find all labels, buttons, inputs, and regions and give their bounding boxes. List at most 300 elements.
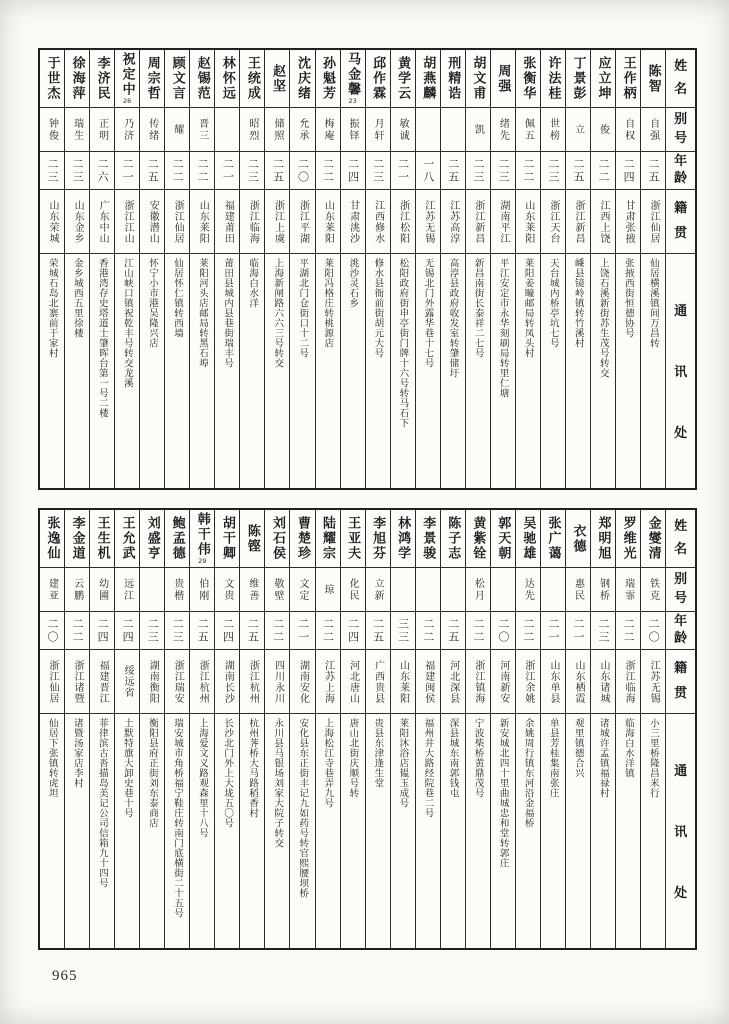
entry-place: 浙江杭州 — [197, 659, 209, 704]
entry-name: 郑明旭 — [595, 516, 611, 561]
entry-address: 修水县衙前街胡元大号 — [372, 258, 384, 358]
name-cell — [40, 50, 64, 108]
alias-cell — [491, 108, 515, 152]
name-cell — [115, 50, 139, 108]
entry-column — [340, 50, 365, 488]
alias-cell — [416, 108, 440, 152]
header-char: 讯 — [674, 365, 688, 380]
name-cell — [466, 50, 490, 108]
header-char: 名 — [674, 542, 688, 558]
age-cell — [416, 612, 440, 650]
address-cell — [591, 254, 615, 488]
entry-name: 刘石侯 — [269, 516, 285, 561]
entry-place: 浙江临海 — [247, 199, 259, 244]
address-cell — [416, 254, 440, 488]
entry-age: 二三 — [71, 157, 85, 184]
entry-place: 安徽潜山 — [147, 199, 159, 244]
alias-cell — [566, 108, 590, 152]
address-cell — [566, 714, 590, 948]
entry-column — [315, 510, 340, 948]
alias-cell — [115, 108, 139, 152]
address-cell — [491, 254, 515, 488]
entry-name: 马金馨 — [345, 52, 361, 97]
entry-column — [565, 50, 590, 488]
entry-address: 临海白水洋镇 — [622, 718, 634, 778]
name-cell — [616, 50, 640, 108]
name-cell — [115, 510, 139, 568]
entry-place: 浙江松阳 — [397, 199, 409, 244]
entry-place: 浙江新昌 — [573, 199, 584, 244]
entry-alias: 惠民 — [572, 577, 584, 602]
place-cell — [341, 650, 365, 714]
entry-name: 孙魁芳 — [320, 56, 336, 101]
place-cell — [240, 190, 264, 254]
entry-place: 广东中山 — [97, 199, 109, 244]
name-cell — [566, 50, 590, 108]
entry-column — [590, 510, 615, 948]
entry-alias: 世榜 — [547, 117, 559, 142]
entry-alias: 梅庵 — [322, 117, 334, 142]
entry-age: 二三 — [146, 617, 160, 644]
entry-alias: 耀 — [171, 123, 183, 136]
alias-cell — [641, 108, 665, 152]
header-char: 年 — [674, 614, 688, 629]
age-cell — [316, 612, 340, 650]
alias-cell — [165, 568, 189, 612]
entry-address: 上海爱文义路观森里十八号 — [197, 718, 209, 838]
name-cell — [516, 510, 540, 568]
entry-place: 山东莱阳 — [397, 659, 409, 704]
entry-alias: 幼圃 — [96, 577, 108, 602]
entry-name: 林鸿学 — [395, 516, 411, 561]
header-name — [666, 510, 695, 568]
entry-age: 二四 — [96, 617, 110, 644]
entry-column — [615, 510, 640, 948]
entry-column — [214, 510, 239, 948]
alias-cell — [190, 108, 214, 152]
header-char: 龄 — [674, 171, 688, 186]
entry-column — [239, 510, 264, 948]
name-cell — [441, 50, 465, 108]
entry-age: 二四 — [346, 157, 360, 184]
entry-column — [440, 50, 465, 488]
entry-address: 莆田县城内县巷街瑞丰号 — [222, 258, 234, 368]
age-cell — [541, 152, 565, 190]
entry-place: 浙江新昌 — [472, 199, 484, 244]
alias-cell — [616, 568, 640, 612]
entry-column — [415, 50, 440, 488]
entry-place: 河北唐山 — [347, 659, 359, 704]
place-cell — [265, 650, 289, 714]
name-cell — [616, 510, 640, 568]
entry-column — [390, 50, 415, 488]
place-cell — [516, 650, 540, 714]
age-cell — [466, 612, 490, 650]
age-cell — [265, 612, 289, 650]
alias-cell — [441, 108, 465, 152]
alias-cell — [90, 568, 114, 612]
alias-cell — [616, 108, 640, 152]
place-cell — [316, 650, 340, 714]
entry-name: 陈智 — [645, 63, 661, 94]
name-cell — [316, 510, 340, 568]
entry-column — [515, 50, 540, 488]
name-cell — [290, 510, 314, 568]
entry-column — [64, 510, 89, 948]
address-cell — [190, 714, 214, 948]
name-cell — [265, 510, 289, 568]
age-cell — [190, 612, 214, 650]
entry-age: 二三 — [46, 157, 60, 184]
entry-age: 二二 — [271, 617, 285, 644]
name-cell — [391, 50, 415, 108]
entry-address: 仙居怀仁镇转西墙 — [172, 258, 183, 338]
entry-name: 刑精诰 — [445, 56, 461, 101]
entry-name: 周宗哲 — [144, 56, 160, 101]
entry-age: 二二 — [521, 617, 535, 644]
place-cell — [140, 190, 164, 254]
age-cell — [115, 612, 139, 650]
name-cell — [441, 510, 465, 568]
header-char: 别 — [674, 572, 688, 587]
name-cell — [190, 510, 214, 568]
age-cell — [240, 152, 264, 190]
entry-column — [289, 50, 314, 488]
entry-age: 二一 — [546, 617, 560, 644]
entry-alias: 乃济 — [121, 117, 133, 142]
entry-column — [239, 50, 264, 488]
entry-place: 湖南衡阳 — [147, 659, 159, 704]
header-char: 籍 — [674, 660, 688, 676]
age-cell — [391, 152, 415, 190]
entry-age: 二一 — [572, 617, 585, 644]
place-cell — [290, 650, 314, 714]
age-cell — [65, 152, 89, 190]
alias-cell — [466, 568, 490, 612]
place-cell — [240, 650, 264, 714]
entry-column — [465, 50, 490, 488]
entry-name: 金燮清 — [645, 516, 661, 561]
entry-name: 陈子志 — [445, 516, 461, 561]
alias-cell — [40, 108, 64, 152]
entry-column — [390, 510, 415, 948]
entry-footnote: 26 — [123, 97, 132, 105]
age-cell — [516, 152, 540, 190]
place-cell — [215, 650, 239, 714]
entry-name: 陆耀宗 — [320, 516, 336, 561]
alias-cell — [316, 108, 340, 152]
alias-cell — [316, 568, 340, 612]
entry-name: 张广蔼 — [545, 516, 561, 561]
entry-name: 应立坤 — [595, 56, 611, 101]
entry-address: 金乡城西五里徐楼 — [71, 258, 83, 338]
entry-name: 胡干卿 — [219, 516, 235, 561]
alias-cell — [65, 568, 89, 612]
name-cell — [90, 50, 114, 108]
entry-age: 二一 — [221, 157, 235, 184]
entry-footnote: 29 — [198, 557, 207, 565]
entry-age: 二五 — [146, 157, 160, 184]
age-cell — [90, 152, 114, 190]
header-char: 名 — [674, 82, 688, 98]
age-cell — [591, 152, 615, 190]
header-name — [666, 50, 695, 108]
entry-place: 福建晋江 — [97, 659, 109, 704]
entry-address: 张掖西街恒德协号 — [622, 258, 634, 338]
address-cell — [366, 254, 390, 488]
header-alias — [666, 568, 695, 612]
address-cell — [290, 254, 314, 488]
entry-age: 二六 — [96, 157, 110, 184]
name-cell — [240, 50, 264, 108]
entry-address: 松阳政府街申亭街门牌十六号转马石下 — [397, 258, 409, 428]
place-cell — [541, 190, 565, 254]
age-cell — [165, 152, 189, 190]
alias-cell — [366, 568, 390, 612]
entry-address: 瑞安城市角桥福宁鞋庄转南门底横街二十五号 — [172, 718, 183, 918]
entry-address: 平湖北门仓街口十二号 — [297, 258, 309, 358]
entry-name: 李金道 — [69, 516, 85, 561]
entry-address: 洮沙灵石乡 — [347, 258, 359, 308]
entry-column — [540, 50, 565, 488]
place-cell — [541, 650, 565, 714]
place-cell — [115, 650, 139, 714]
entry-alias: 立新 — [372, 577, 384, 602]
entry-column — [164, 510, 189, 948]
name-cell — [591, 50, 615, 108]
age-cell — [316, 152, 340, 190]
header-char: 贯 — [674, 226, 688, 242]
alias-cell — [341, 108, 365, 152]
entry-address: 永川县马银场刘家大院子转交 — [272, 718, 284, 848]
entry-place: 河北深县 — [447, 659, 459, 704]
alias-cell — [40, 568, 64, 612]
place-cell — [491, 190, 515, 254]
entry-age: 三三 — [396, 617, 410, 644]
entry-address: 贵县东津逢生堂 — [372, 718, 384, 788]
entry-column — [340, 510, 365, 948]
age-cell — [341, 612, 365, 650]
entry-place: 浙江余姚 — [522, 659, 534, 704]
place-cell — [591, 650, 615, 714]
age-cell — [416, 152, 440, 190]
name-cell — [516, 50, 540, 108]
age-cell — [40, 152, 64, 190]
alias-cell — [240, 108, 264, 152]
address-cell — [541, 714, 565, 948]
alias-cell — [566, 568, 590, 612]
age-cell — [591, 612, 615, 650]
header-char: 处 — [674, 426, 688, 441]
age-cell — [491, 152, 515, 190]
entry-alias: 建亚 — [46, 577, 58, 602]
alias-cell — [115, 568, 139, 612]
entry-alias: 维善 — [246, 577, 258, 602]
address-cell — [240, 254, 264, 488]
entry-alias: 绪先 — [497, 117, 509, 142]
alias-cell — [591, 568, 615, 612]
place-cell — [641, 190, 665, 254]
age-cell — [215, 612, 239, 650]
entry-age: 二二 — [521, 157, 535, 184]
entry-name: 吴驰雄 — [520, 516, 536, 561]
alias-cell — [265, 568, 289, 612]
entry-alias: 自强 — [647, 117, 659, 142]
entry-name: 鲍孟德 — [169, 516, 185, 561]
entry-column — [289, 510, 314, 948]
entry-address: 土默特旗大卸史巷十号 — [121, 718, 133, 818]
name-cell — [641, 50, 665, 108]
age-cell — [391, 612, 415, 650]
entry-place: 浙江瑞安 — [172, 659, 184, 704]
page-number: 965 — [52, 968, 78, 984]
age-cell — [140, 612, 164, 650]
header-column — [665, 510, 695, 948]
entry-place: 广西贵县 — [372, 659, 384, 704]
entry-alias: 远江 — [121, 577, 133, 602]
name-cell — [566, 510, 590, 568]
entry-alias: 俊 — [597, 123, 609, 136]
entry-address: 莱阳沐浴店韫玉成号 — [397, 718, 409, 808]
entry-alias: 琼 — [322, 583, 334, 596]
entry-name: 王作柄 — [620, 56, 636, 101]
entry-name: 张衡华 — [520, 56, 536, 101]
entry-column — [415, 510, 440, 948]
header-char: 籍 — [674, 200, 688, 216]
entry-alias: 月轩 — [372, 117, 384, 142]
name-cell — [391, 510, 415, 568]
entry-age: 二二 — [171, 157, 185, 184]
header-char: 年 — [674, 154, 688, 169]
header-alias — [666, 108, 695, 152]
entry-address: 菲律滨古沓描岛美记公司信箱九十四号 — [96, 718, 108, 888]
place-cell — [90, 190, 114, 254]
place-cell — [366, 190, 390, 254]
place-cell — [165, 190, 189, 254]
place-cell — [566, 650, 590, 714]
address-cell — [65, 714, 89, 948]
entry-place: 浙江诸暨 — [72, 659, 84, 704]
entry-age: 二〇 — [296, 157, 310, 184]
address-cell — [491, 714, 515, 948]
entry-place: 山东莱阳 — [197, 199, 209, 244]
alias-cell — [466, 108, 490, 152]
entry-column — [214, 50, 239, 488]
entry-name: 刘盛亨 — [144, 516, 160, 561]
age-cell — [366, 612, 390, 650]
entry-column — [565, 510, 590, 948]
entry-alias: 晋三 — [196, 117, 208, 142]
entry-name: 周强 — [495, 63, 511, 94]
entry-alias: 钢桥 — [597, 577, 609, 602]
name-cell — [591, 510, 615, 568]
entry-place: 浙江江山 — [122, 199, 134, 244]
entry-alias: 铁克 — [647, 577, 659, 602]
entry-address: 上饶石溪新街苏生茂号转交 — [597, 258, 609, 378]
address-cell — [290, 714, 314, 948]
header-place — [666, 650, 695, 714]
entry-column — [139, 510, 164, 948]
name-cell — [140, 50, 164, 108]
alias-cell — [391, 108, 415, 152]
place-cell — [466, 650, 490, 714]
alias-cell — [516, 568, 540, 612]
entry-alias: 贵楷 — [171, 577, 183, 602]
entry-place: 福建莆田 — [222, 199, 234, 244]
entry-alias: 钟俊 — [46, 117, 58, 142]
entry-address: 怀宁小市港吴隆兴店 — [146, 258, 158, 348]
address-cell — [115, 254, 139, 488]
entry-age: 二四 — [346, 617, 360, 644]
name-cell — [65, 50, 89, 108]
age-cell — [441, 612, 465, 650]
address-cell — [641, 254, 665, 488]
header-address — [666, 714, 695, 948]
header-char: 处 — [674, 886, 688, 901]
age-cell — [240, 612, 264, 650]
entry-address: 上海松江寺巷弄九号 — [322, 718, 334, 808]
directory-table-top — [38, 48, 697, 490]
address-cell — [641, 714, 665, 948]
age-cell — [616, 152, 640, 190]
address-cell — [265, 714, 289, 948]
header-char: 姓 — [674, 518, 688, 534]
address-cell — [616, 254, 640, 488]
header-address — [666, 254, 695, 488]
entry-place: 河南新安 — [497, 659, 509, 704]
entry-place: 浙江临海 — [623, 659, 635, 704]
entry-name: 祝定中 — [119, 52, 135, 97]
header-column — [665, 50, 695, 488]
entry-alias: 传绪 — [146, 117, 158, 142]
address-cell — [466, 254, 490, 488]
entry-address: 余姚周行镇东河沿金福桥 — [522, 718, 534, 828]
entry-address: 深县城东南郭钱屯 — [447, 718, 459, 798]
entry-age: 二二 — [421, 617, 435, 644]
entry-name: 赵锡范 — [194, 56, 210, 101]
place-cell — [616, 190, 640, 254]
alias-cell — [65, 108, 89, 152]
entry-column — [440, 510, 465, 948]
entry-address: 无锡北门外露华巷十七号 — [422, 258, 434, 368]
entry-column — [189, 50, 214, 488]
entry-name: 王允武 — [119, 516, 135, 561]
address-cell — [466, 714, 490, 948]
entry-column — [264, 510, 289, 948]
name-cell — [65, 510, 89, 568]
entry-column — [64, 50, 89, 488]
name-cell — [215, 510, 239, 568]
entry-age: 二一 — [296, 617, 310, 644]
header-age — [666, 612, 695, 650]
alias-cell — [641, 568, 665, 612]
entry-address: 莱阳河头店邮局转黑石埠 — [197, 258, 209, 368]
name-cell — [541, 510, 565, 568]
address-cell — [40, 254, 64, 488]
entry-address: 小三里桥隆昌米行 — [647, 718, 659, 798]
alias-cell — [541, 108, 565, 152]
place-cell — [591, 190, 615, 254]
entry-column — [590, 50, 615, 488]
place-cell — [616, 650, 640, 714]
entry-age: 二二 — [597, 157, 611, 184]
address-cell — [566, 254, 590, 488]
address-cell — [391, 254, 415, 488]
entry-column — [490, 50, 515, 488]
alias-cell — [591, 108, 615, 152]
entry-name: 许法桂 — [545, 56, 561, 101]
entry-age: 二五 — [572, 157, 585, 184]
